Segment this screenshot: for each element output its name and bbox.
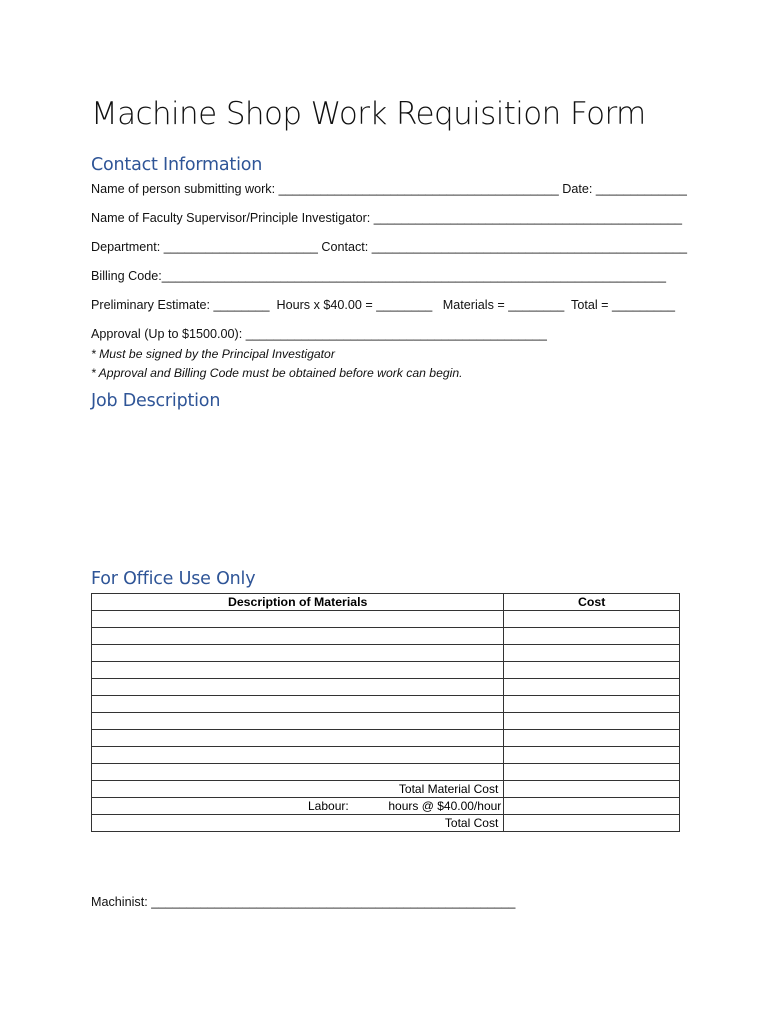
material-cell[interactable] xyxy=(92,611,504,628)
cost-cell[interactable] xyxy=(504,662,680,679)
table-row xyxy=(92,764,680,781)
table-row xyxy=(92,611,680,628)
total-cost-label: Total Cost xyxy=(92,815,504,832)
labour-cell xyxy=(92,798,504,815)
material-cell[interactable] xyxy=(92,662,504,679)
table-row xyxy=(92,628,680,645)
material-cell[interactable] xyxy=(92,747,504,764)
material-cell[interactable] xyxy=(92,645,504,662)
table-row xyxy=(92,713,680,730)
cost-cell[interactable] xyxy=(504,764,680,781)
cost-cell[interactable] xyxy=(504,713,680,730)
department-field[interactable]: Department: ______________________ Contact: _____________________________________________ xyxy=(91,240,687,254)
note-signed: * Must be signed by the Principal Investigator xyxy=(91,347,335,361)
estimate-field[interactable]: Preliminary Estimate: ________ Hours x $40.00 = ________ Materials = ________ Total = _________ xyxy=(91,298,676,312)
supervisor-field[interactable]: Name of Faculty Supervisor/Principle Investigator: ____________________________________________ xyxy=(91,211,682,225)
cost-cell[interactable] xyxy=(504,628,680,645)
cost-cell[interactable] xyxy=(504,645,680,662)
table-row xyxy=(92,662,680,679)
material-cell[interactable] xyxy=(92,764,504,781)
cost-cell[interactable] xyxy=(504,679,680,696)
form-title: Machine Shop Work Requisition Form xyxy=(91,96,646,132)
header-description: Description of Materials xyxy=(92,594,504,611)
job-description-area[interactable] xyxy=(91,420,680,560)
table-row xyxy=(92,730,680,747)
header-cost: Cost xyxy=(504,594,680,611)
labour-rate: hours @ $40.00/hour xyxy=(388,799,502,813)
cost-cell[interactable] xyxy=(504,730,680,747)
total-material-cost-cell[interactable] xyxy=(504,781,680,798)
table-header-row xyxy=(92,594,680,611)
machinist-field[interactable]: Machinist: ____________________________________________________ xyxy=(91,895,516,909)
material-cell[interactable] xyxy=(92,713,504,730)
table-row xyxy=(92,679,680,696)
section-heading-office: For Office Use Only xyxy=(91,569,256,589)
material-cell[interactable] xyxy=(92,730,504,747)
submitter-field[interactable]: Name of person submitting work: ________________________________________ Date: _____________ xyxy=(91,182,687,196)
total-cost-cell[interactable] xyxy=(504,815,680,832)
labour-label: Labour: xyxy=(308,799,349,813)
material-cell[interactable] xyxy=(92,628,504,645)
material-cell[interactable] xyxy=(92,696,504,713)
labour-row xyxy=(92,798,680,815)
billing-code-field[interactable]: Billing Code:________________________________________________________________________ xyxy=(91,269,666,283)
section-heading-contact: Contact Information xyxy=(91,155,263,175)
table-row xyxy=(92,645,680,662)
note-billing: * Approval and Billing Code must be obtained before work can begin. xyxy=(91,366,463,380)
table-row xyxy=(92,696,680,713)
approval-field[interactable]: Approval (Up to $1500.00): ___________________________________________ xyxy=(91,327,547,341)
total-material-label: Total Material Cost xyxy=(92,781,504,798)
cost-cell[interactable] xyxy=(504,611,680,628)
total-material-row xyxy=(92,781,680,798)
cost-cell[interactable] xyxy=(504,696,680,713)
total-cost-row xyxy=(92,815,680,832)
cost-cell[interactable] xyxy=(504,747,680,764)
table-row xyxy=(92,747,680,764)
materials-table xyxy=(91,593,680,832)
section-heading-job: Job Description xyxy=(91,391,221,411)
labour-cost-cell[interactable] xyxy=(504,798,680,815)
material-cell[interactable] xyxy=(92,679,504,696)
